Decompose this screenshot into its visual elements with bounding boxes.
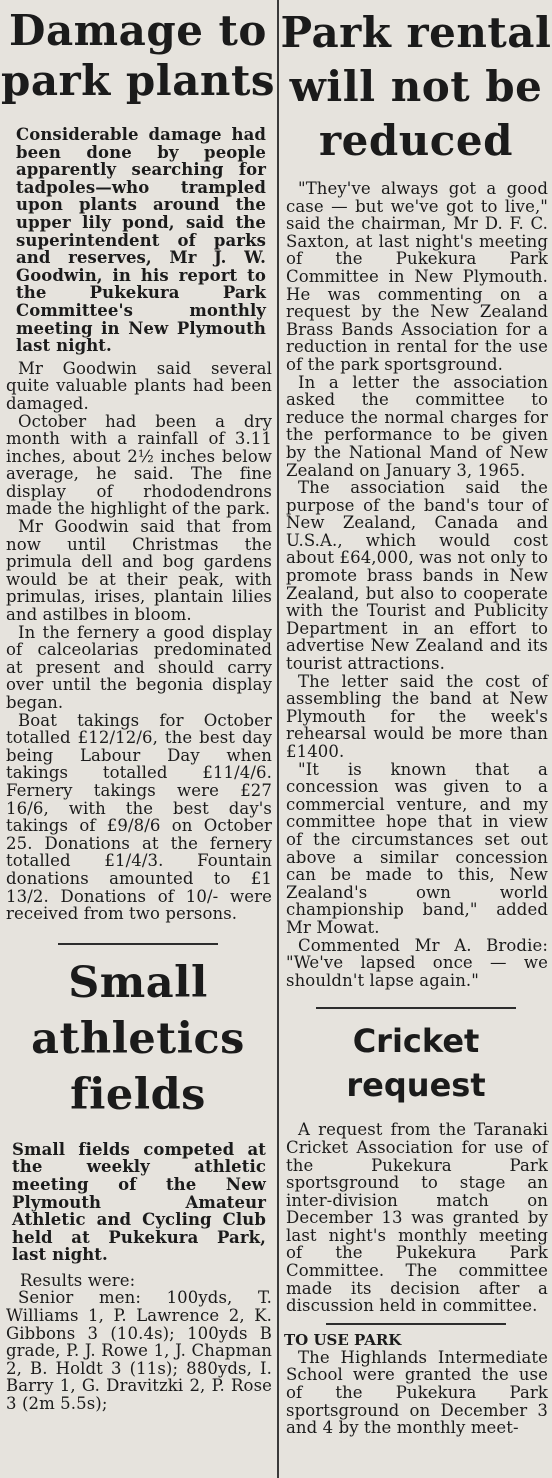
headline-line: fields	[70, 1069, 206, 1120]
rental-paragraph: The letter said the cost of assembling the band at New Plymouth for the week's rehearsal would be more than £1400.	[286, 671, 548, 761]
cricket-headline: Cricket request	[346, 1022, 486, 1105]
headline-line: athletics	[31, 1013, 245, 1064]
headline-line: park plants	[0, 56, 276, 105]
headline-line: reduced	[319, 116, 513, 165]
headline-line: Park rental	[280, 8, 552, 57]
damage-paragraph: Mr Goodwin said several quite valuable plants had been damaged.	[6, 358, 272, 413]
rental-paragraph: "It is known that a concession was given to a commercial venture, and my committee hope that in view of the circumstances set out above a similar concession can be made to this, New Zealand's own world championship band," added Mr Mowat.	[286, 759, 548, 937]
cricket-story	[280, 1019, 552, 1437]
rental-headline	[280, 6, 552, 168]
headline-line: Small	[68, 957, 208, 1008]
school-paragraph: The Highlands Intermediate School were granted the use of the Pukekura Park sportsground on December 3 and 4 by the monthly meet-	[286, 1347, 548, 1438]
damage-paragraph: October had been a dry month with a rainfall of 3.11 inches, about 2½ inches below average, he said. The fine display of rhododendrons made the highlight of the park.	[6, 411, 272, 519]
headline-line: will not be	[289, 62, 543, 111]
headline-line: Damage to	[9, 6, 267, 55]
damage-paragraph: Boat takings for October totalled £12/12/6, the best day being Labour Day when takings totalled £11/4/6. Fernery takings were £27 16/6, with the best day's takings of £9/8/6 on October 25. Donations at the fernery totalled £1/4/3. Fountain donations amounted to £1 13/2. Donations of 10/- were received from two persons.	[6, 710, 272, 924]
section-divider	[316, 1007, 516, 1009]
rental-paragraph: The association said the purpose of the band's tour of New Zealand, Canada and U.S.A., which would cost about £64,000, was not only to promote brass bands in New Zealand, but also to cooperate with the Tourist and Publicity Department in an effort to advertise New Zealand and its tourist attractions.	[286, 478, 548, 674]
sub-divider	[326, 1323, 506, 1325]
damage-headline	[0, 6, 276, 106]
results-label: Results were:	[20, 1270, 136, 1290]
rental-story	[280, 6, 552, 989]
athletics-lede: Small fields competed at the weekly athletic meeting of the New Plymouth Amateur Athletic and Cycling Club held at Pukekura Park, last night.	[12, 1139, 266, 1265]
rental-paragraph: "They've always got a good case — but we've got to live," said the chairman, Mr D. F. C. Saxton, at last night's meeting of the Pukekura Park Committee in New Plymouth. He was commenting on a request by the New Zealand Brass Bands Association for a reduction in rental for the use of the park sportsground.	[286, 179, 548, 374]
athletics-story	[0, 955, 276, 1413]
cricket-lede: A request from the Taranaki Cricket Association for use of the Pukekura Park sportsground to stage an inter-division match on December 13 was granted by last night's monthly meeting of the Pukekura Park Committee. The committee made its decision after a discussion held in committee.	[286, 1120, 548, 1316]
rental-paragraph: Commented Mr A. Brodie: "We've lapsed once — we shouldn't lapse again."	[286, 935, 548, 990]
right-column	[280, 0, 552, 1437]
column-rule	[277, 0, 279, 1478]
results-text: Senior men: 100yds, T. Williams 1, P. Lawrence 2, K. Gibbons 3 (10.4s); 100yds B grade, P. J. Rowe 1, J. Chapman 2, B. Holdt 3 (11s); 880yds, I. Barry 1, G. Dravitzki 2, P. Rose 3 (2m 5.5s);	[6, 1288, 272, 1414]
damage-paragraph: Mr Goodwin said that from now until Christmas the primula dell and bog gardens would be at their peak, with primulas, irises, plantain lilies and astilbes in bloom.	[6, 517, 272, 625]
subhead-to-use-park: TO USE PARK	[284, 1330, 402, 1349]
left-column	[0, 0, 276, 1413]
athletics-headline	[0, 955, 276, 1123]
damage-story	[0, 6, 276, 923]
rental-paragraph: In a letter the association asked the committee to reduce the normal charges for the performance to be given by the National Mand of New Zealand on January 3, 1965.	[286, 372, 548, 480]
damage-lede: Considerable damage had been done by people apparently searching for tadpoles—who trampled upon plants around the upper lily pond, said the superintendent of parks and reserves, Mr J. W. Goodwin, in his report to the Pukekura Park Committee's monthly meeting in New Plymouth last night.	[16, 125, 266, 356]
damage-paragraph: In the fernery a good display of calceolarias predominated at present and should carry over until the begonia display began.	[6, 622, 272, 712]
section-divider	[58, 943, 218, 945]
